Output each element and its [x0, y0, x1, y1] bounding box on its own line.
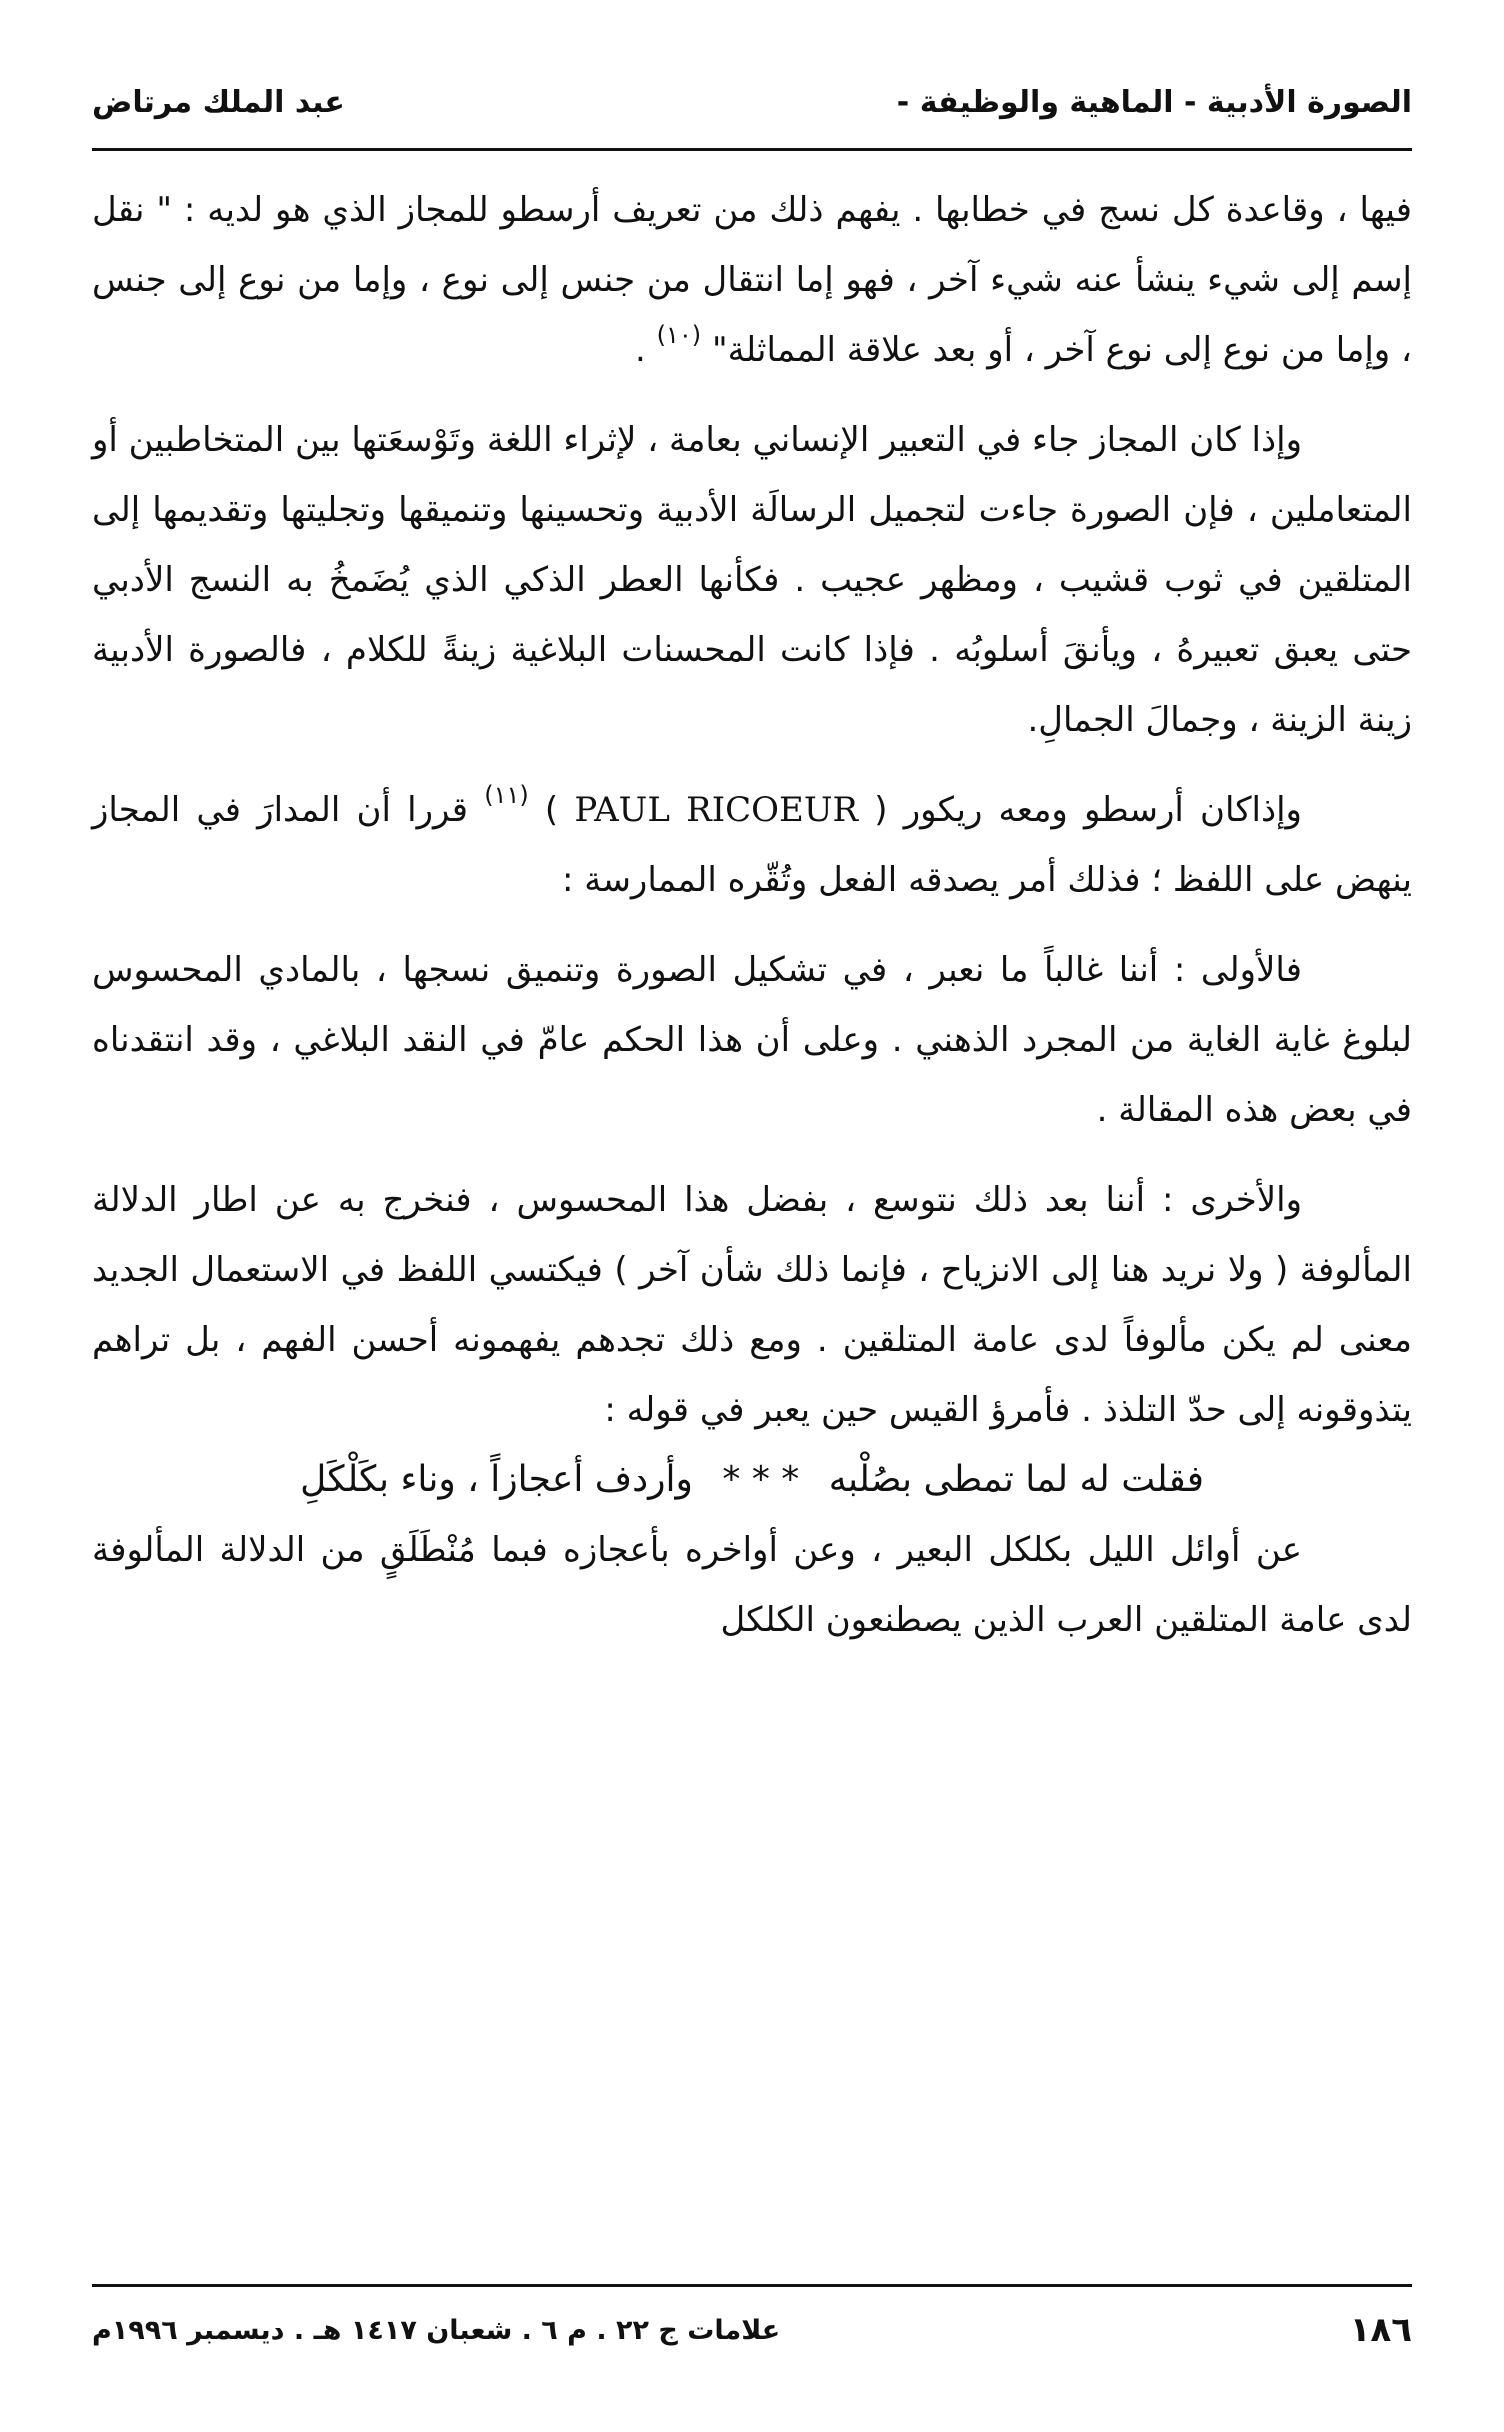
paragraph-1: فيها ، وقاعدة كل نسج في خطابها . يفهم ذلك من تعريف أرسطو للمجاز الذي هو لديه : " نقل إسم إلى شيء ينشأ عنه شيء آخر ، فهو إما انتقال من جنس إلى نوع ، وإما من نوع إلى جنس ، وإما من نوع إلى نوع آخر ، أو بعد علاقة المماثلة" $^{(١٠)}$ .: [92, 190, 1412, 370]
running-header: [92, 72, 1412, 132]
page-number: ١٨٦: [1349, 2310, 1412, 2350]
header-author: عبد الملك مرتاض: [92, 84, 345, 120]
paragraph-4: فالأولى : أننا غالباً ما نعبر ، في تشكيل الصورة وتنميق نسجها ، بالمادي المحسوس لبلوغ غاية الغاية من المجرد الذهني . وعلى أن هذا الحكم عامّ في النقد البلاغي ، وقد انتقدناه في بعض هذه المقالة .: [92, 950, 1412, 1130]
footer-rule: [92, 2284, 1412, 2287]
verse-second-hemistich: وأردف أعجازاً ، وناء بكَلْكَلِ: [300, 1459, 693, 1500]
verse-first-hemistich: فقلت له لما تمطى بصُلْبه: [828, 1459, 1204, 1500]
footnote-ref: (١١): [484, 781, 529, 809]
footnote-ref: (١٠): [656, 321, 702, 349]
body-text: [92, 175, 1412, 1655]
header-title: الصورة الأدبية - الماهية والوظيفة -: [896, 84, 1412, 120]
page-footer: [92, 2300, 1412, 2360]
paragraph-2: وإذا كان المجاز جاء في التعبير الإنساني بعامة ، لإثراء اللغة وتَوْسعَتها بين المتخاطبين أو المتعاملين ، فإن الصورة جاءت لتجميل الرسالَة الأدبية وتحسينها وتنميقها وتجليتها وتقديمها إلى المتلقين في ثوب قشيب ، ومظهر عجيب . فكأنها العطر الذكي الذي يُضَمخُ به النسج الأدبي حتى يعبق تعبيرهُ ، ويأنقَ أسلوبُه . فإذا كانت المحسنات البلاغية زينةً للكلام ، فالصورة الأدبية زينة الزينة ، وجمالَ الجمالِ.: [92, 420, 1412, 740]
issue-info: علامات ج ٢٢ . م ٦ . شعبان ١٤١٧ هـ . ديسمبر ١٩٩٦م: [92, 2314, 781, 2346]
paragraph-3: وإذاكان أرسطو ومعه ريكور ( PAUL RICOEUR ) $^{(١١)}$ قررا أن المدارَ في المجاز ينهض على اللفظ ؛ فذلك أمر يصدقه الفعل وتُقّره الممارسة :: [92, 781, 1412, 900]
verse-separator: * * *: [722, 1459, 800, 1500]
latin-name: PAUL RICOEUR: [574, 790, 859, 830]
header-rule: [92, 148, 1412, 151]
poetry-verse: [92, 1445, 1412, 1515]
paragraph-5: والأخرى : أننا بعد ذلك نتوسع ، بفضل هذا المحسوس ، فنخرج به عن اطار الدلالة المألوفة ( ولا نريد هنا إلى الانزياح ، فإنما ذلك شأن آخر ) فيكتسي اللفظ في الاستعمال الجديد معنى لم يكن مألوفاً لدى عامة المتلقين . ومع ذلك تجدهم يفهمونه أحسن الفهم ، بل تراهم يتذوقونه إلى حدّ التلذذ . فأمرؤ القيس حين يعبر في قوله :: [92, 1180, 1412, 1430]
closing-paragraph: عن أوائل الليل بكلكل البعير ، وعن أواخره بأعجازه فبما مُنْطَلَقٍ من الدلالة المألوفة لدى عامة المتلقين العرب الذين يصطنعون الكلكل: [92, 1530, 1412, 1640]
